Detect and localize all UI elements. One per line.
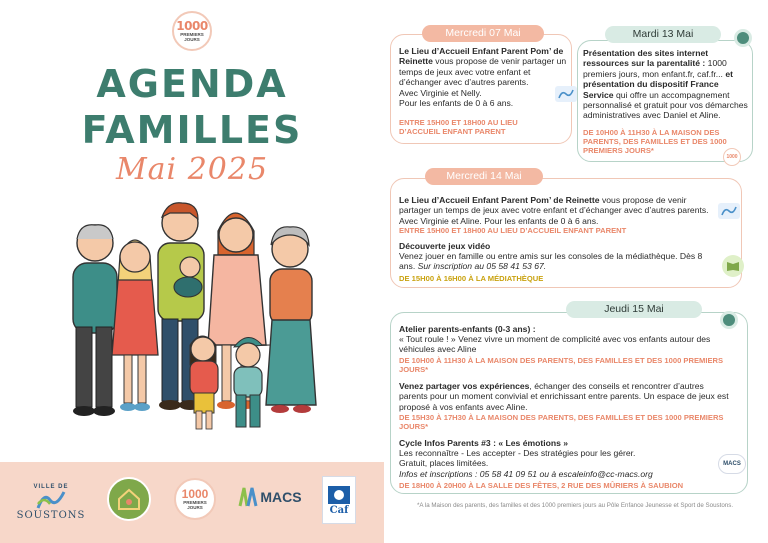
logo-number: 1000 xyxy=(176,19,208,33)
maison-des-parents-logo xyxy=(107,477,151,521)
13-mai-1000-logo xyxy=(723,148,741,166)
caf-logo xyxy=(322,476,356,524)
event-15-mai-when-2: DE 15H30 À 17H30 À LA MAISON DES PARENTS, DES FAMILLES ET DES 1000 PREMIERS JOURS* xyxy=(399,413,724,432)
event-15-mai-title-2: Venez partager vos expériences xyxy=(399,381,530,391)
event-15-mai-body-2 xyxy=(399,381,734,412)
boy-figure xyxy=(234,337,270,427)
event-15-mai-when-3: DE 18H00 À 20H00 À LA SALLE DES FÊTES, 2 RUE DES MÛRIERS À SAUBION xyxy=(399,481,684,490)
event-14-mai-body-2: Venez jouer en famille ou entre amis sur les consoles de la médiathèque. Dès 8 ans. Sur inscription au 05 58 41 53 67. xyxy=(399,251,703,272)
event-day-13-mai: Mardi 13 Mai xyxy=(605,26,721,43)
event-day-15-mai: Jeudi 15 Mai xyxy=(566,301,702,318)
event-07-mai-when: ENTRE 15H00 ET 18H00 AU LIEU D’ACCUEIL ENFANT PARENT xyxy=(399,118,518,137)
event-13-mai-body: Présentation des sites internet ressources sur la parentalité : 1000 premiers jours, mon enfant.fr, caf.fr... et présentation du dispositif France Service qui offre un accompagnement personnalisé et gratuit pour vos démarches administratives avec Daniel et Aline. xyxy=(583,48,748,121)
event-15-mai-when-1: DE 10H00 À 11H30 À LA MAISON DES PARENTS, DES FAMILLES ET DES 1000 PREMIERS JOURS* xyxy=(399,356,724,375)
woman-blonde-figure xyxy=(112,240,158,411)
grandpa-figure xyxy=(73,225,117,416)
footer-1000-sub: PREMIERS JOURS xyxy=(183,500,207,510)
soustons-logo-text: SOUSTONS xyxy=(16,509,86,521)
house-icon xyxy=(116,487,142,511)
1000-jours-footer-logo xyxy=(174,478,216,520)
laep-mark-icon xyxy=(558,89,574,99)
footer-1000-number: 1000 xyxy=(181,487,209,501)
macs-mark-icon xyxy=(238,486,258,508)
soustons-logo xyxy=(18,476,84,528)
1000-premiers-jours-logo xyxy=(172,11,212,51)
footnote: *A la Maison des parents, des familles et des 1000 premiers jours au Pôle Enfance Jeunesse et Sport de Soustons. xyxy=(416,502,734,509)
event-day-14-mai: Mercredi 14 Mai xyxy=(425,168,543,185)
laep-logo xyxy=(555,86,577,102)
grandma-figure xyxy=(266,227,316,413)
macs-logo xyxy=(238,482,302,512)
macs-logo-text: MACS xyxy=(260,489,302,505)
event-07-mai-body: Le Lieu d’Accueil Enfant Parent Pom’ de Reinette vous propose de venir partager un temps de jeux avec votre enfant et d’échanger avec d’autres parents. Avec Virginie et Nelly. Pour les enfants de 0 à 6 ans. xyxy=(399,46,567,109)
macs-small-logo-text: MACS xyxy=(723,461,741,467)
macs-small-logo xyxy=(718,454,746,474)
soustons-mark-icon xyxy=(36,490,66,510)
title-agenda: AGENDA xyxy=(96,62,288,106)
partner-logos-band xyxy=(0,462,384,543)
event-15-mai-body-2-text: , échanger des conseils et rencontrer d’autres parents pour un moment convivial et enrichissant entre parents. Un espace de jeux est proposé à vos enfants avec Aline. xyxy=(399,381,729,412)
event-15-mai-body-3: Les reconnaître - Les accepter - Des stratégies pour les gérer. Gratuit, places limitées. Infos et inscriptions : 05 58 41 09 51 ou à escaleinfo@cc-macs.org xyxy=(399,448,653,479)
title-familles: FAMILLES xyxy=(81,108,303,152)
soustons-logo-top: VILLE DE xyxy=(33,483,69,490)
event-14-mai-when-1: ENTRE 15H00 ET 18H00 AU LIEU D’ACCUEIL ENFANT PARENT xyxy=(399,226,627,235)
caf-logo-text: Caf xyxy=(329,504,349,516)
event-15-mai-title-3: Cycle Infos Parents #3 : « Les émotions » xyxy=(399,438,569,448)
event-14-mai-body-1: Le Lieu d’Accueil Enfant Parent Pom’ de Reinette vous propose de venir partager un temps de jeux avec votre enfant et d’échanger avec d’autres parents. Avec Virginie et Aline. Pour les enfants de 0 à 6 ans. xyxy=(399,195,709,226)
book-icon xyxy=(726,260,740,272)
event-day-07-mai: Mercredi 07 Mai xyxy=(422,25,544,42)
title-month: Mai 2025 xyxy=(115,152,269,187)
laep-mark-icon-2 xyxy=(721,206,737,216)
family-illustration xyxy=(40,195,340,445)
event-13-mai-when: DE 10H00 À 11H30 À LA MAISON DES PARENTS, DES FAMILLES ET DES 1000 PREMIERS JOURS* xyxy=(583,128,727,156)
event-15-mai-body-1: « Tout roule ! » Venez vivre un moment de complicité avec vos enfants autour des véhicules avec Aline xyxy=(399,334,711,355)
laep-logo-2 xyxy=(718,203,740,219)
caf-emblem-icon xyxy=(327,485,351,505)
13-mai-1000-number: 1000 xyxy=(726,154,738,160)
event-14-mai-title-2: Découverte jeux vidéo xyxy=(399,241,491,251)
logo-subtitle: PREMIERS JOURS xyxy=(180,32,204,42)
girl-figure xyxy=(190,336,218,429)
event-15-mai-title-1: Atelier parents-enfants (0-3 ans) : xyxy=(399,324,536,334)
mediatheque-logo xyxy=(722,255,744,277)
event-13-mai-dot xyxy=(734,29,752,47)
event-14-mai-when-2: DE 15H00 À 16H00 À LA MÉDIATHÈQUE xyxy=(399,274,544,283)
